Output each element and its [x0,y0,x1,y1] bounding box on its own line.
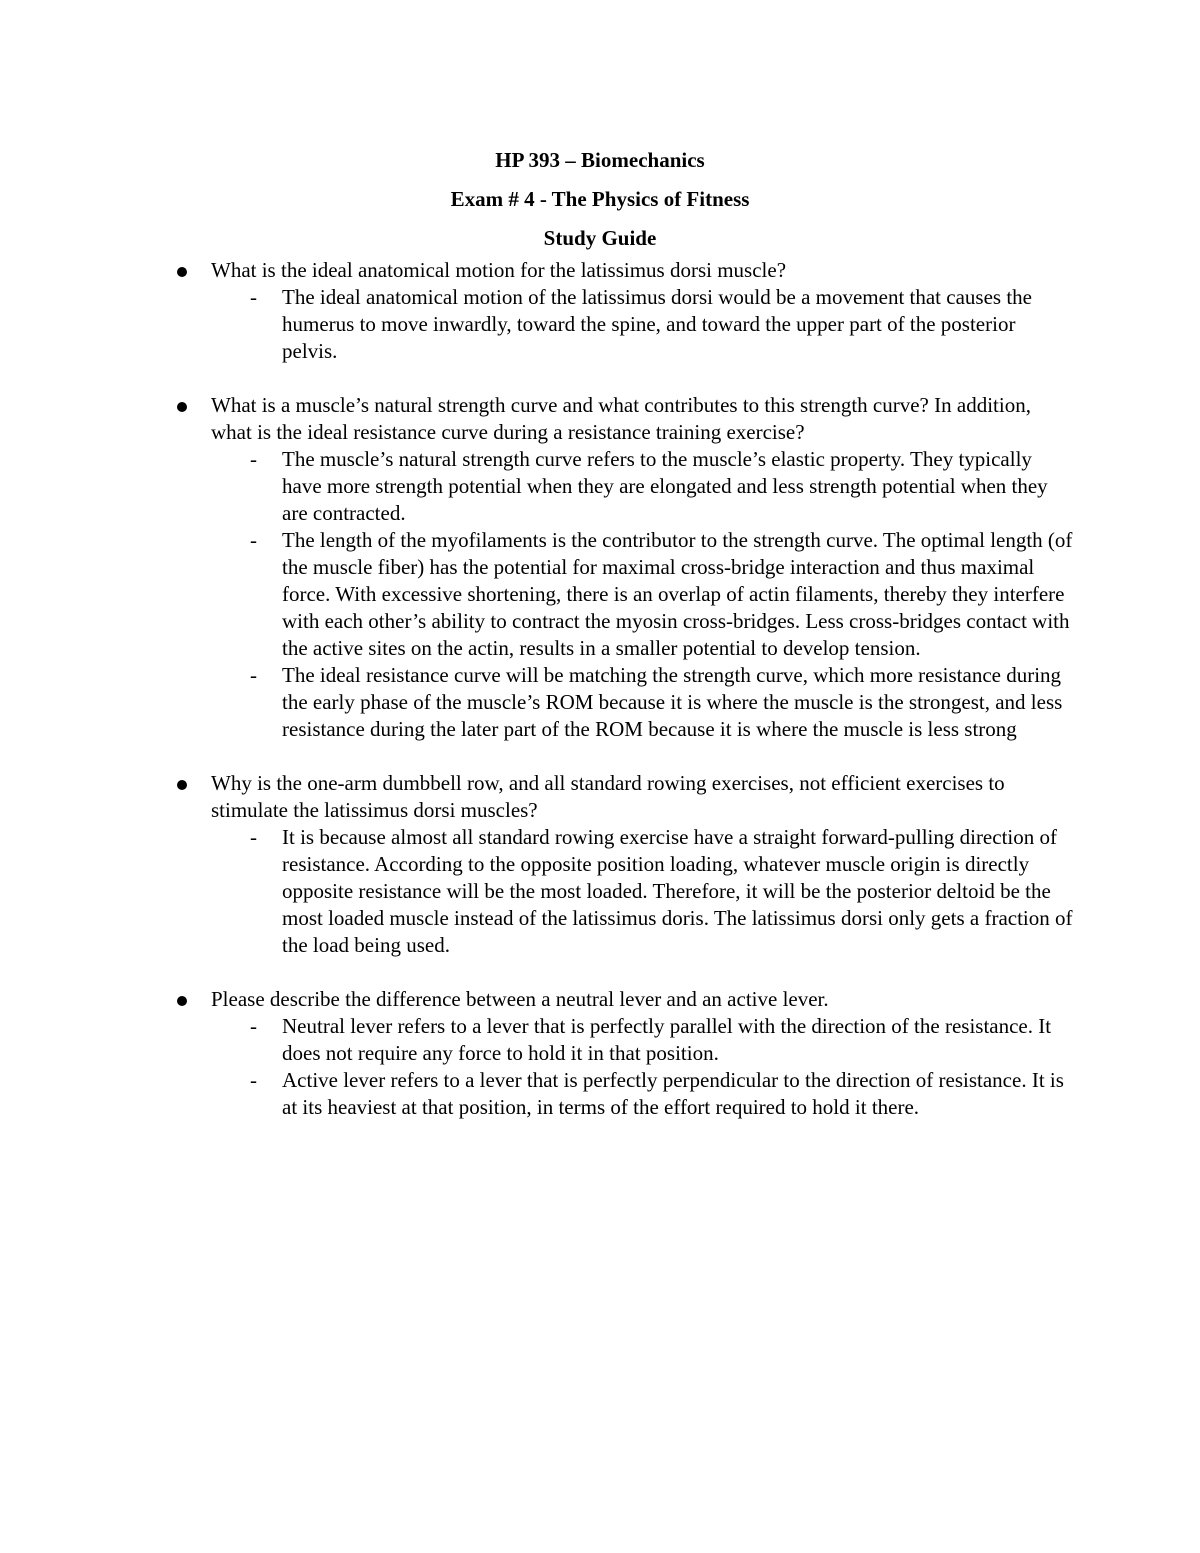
answer-text: Neutral lever refers to a lever that is perfectly parallel with the direction of the resistance. It does not require any force to hold it in that position. [282,1014,1052,1065]
question-item [176,257,1076,365]
answer-list [211,284,1076,365]
question-item [176,986,1076,1121]
dash-marker: - [250,285,257,309]
bullet-icon [177,780,187,790]
document-header [0,141,1200,258]
dash-marker: - [250,447,257,471]
dash-marker: - [250,825,257,849]
answer-item [211,1067,1076,1121]
dash-marker: - [250,1014,257,1038]
answer-text: The ideal resistance curve will be matching the strength curve, which more resistance during the early phase of the muscle’s ROM because it is where the muscle is the strongest, and less resistance during the later part of the ROM because it is where the muscle is less strong [282,663,1063,741]
exam-title: Exam # 4 - The Physics of Fitness [450,187,750,211]
course-title: HP 393 – Biomechanics [495,148,705,172]
question-text: What is a muscle’s natural strength curve and what contributes to this strength curve? In addition, what is the ideal resistance curve during a resistance training exercise? [211,393,1031,444]
answer-item [211,824,1076,959]
question-item [176,770,1076,959]
bullet-icon [177,402,187,412]
question-item [176,392,1076,743]
question-text: Why is the one-arm dumbbell row, and all standard rowing exercises, not efficient exercises to stimulate the latissimus dorsi muscles? [211,771,1005,822]
dash-marker: - [250,528,257,552]
bullet-icon [177,267,187,277]
answer-list [211,446,1076,743]
answer-text: The length of the myofilaments is the contributor to the strength curve. The optimal length (of the muscle fiber) has the potential for maximal cross-bridge interaction and thus maximal force. With excessive shortening, there is an overlap of actin filaments, thereby they interfere with each other’s ability to contract the myosin cross-bridges. Less cross-bridges contact with the active sites on the actin, results in a smaller potential to develop tension. [282,528,1073,660]
answer-text: Active lever refers to a lever that is perfectly perpendicular to the direction of resistance. It is at its heaviest at that position, in terms of the effort required to hold it there. [282,1068,1064,1119]
answer-text: The muscle’s natural strength curve refers to the muscle’s elastic property. They typically have more strength potential when they are elongated and less strength potential when they are contracted. [282,447,1048,525]
question-list [176,257,1076,1148]
answer-text: The ideal anatomical motion of the latissimus dorsi would be a movement that causes the humerus to move inwardly, toward the spine, and toward the upper part of the posterior pelvis. [282,285,1032,363]
answer-item [211,1013,1076,1067]
answer-text: It is because almost all standard rowing exercise have a straight forward-pulling direction of resistance. According to the opposite position loading, whatever muscle origin is directly opposite resistance will be the most loaded. Therefore, it will be the posterior deltoid be the most loaded muscle instead of the latissimus doris. The latissimus dorsi only gets a fraction of the load being used. [282,825,1073,957]
answer-item [211,662,1076,743]
question-text: Please describe the difference between a neutral lever and an active lever. [211,987,829,1011]
bullet-icon [177,996,187,1006]
question-text: What is the ideal anatomical motion for the latissimus dorsi muscle? [211,258,787,282]
answer-item [211,284,1076,365]
answer-list [211,824,1076,959]
guide-title: Study Guide [543,226,657,250]
dash-marker: - [250,663,257,687]
answer-list [211,1013,1076,1121]
answer-item [211,446,1076,527]
answer-item [211,527,1076,662]
dash-marker: - [250,1068,257,1092]
